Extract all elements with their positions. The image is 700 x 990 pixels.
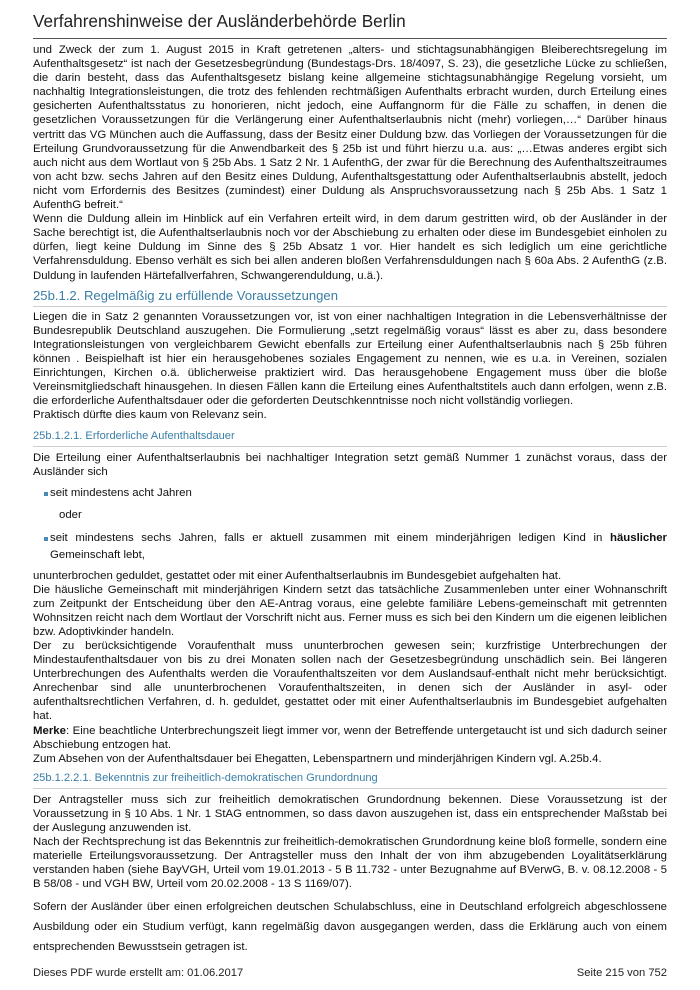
creation-date: Dieses PDF wurde erstellt am: 01.06.2017	[33, 967, 244, 979]
subsection-heading: 25b.1.2.1. Erforderliche Aufenthaltsdauer	[33, 430, 235, 443]
list-item-emphasis: häuslicher	[610, 531, 667, 544]
page-number: Seite 215 von 752	[576, 967, 667, 979]
note-paragraph	[33, 962, 667, 963]
paragraph: Sofern der Ausländer über einen erfolgreichen deutschen Schulabschluss, eine in Deutschland erfolgreich abgeschlossene Ausbildung oder ein Studium verfügt, kann regelmäßig davon ausgegangen werden, dass die Erklärung auch von einem entsprechenden Bewusstsein getragen ist.	[33, 900, 667, 953]
paragraph: Der zu berücksichtigende Voraufenthalt muss ununterbrochen gewesen sein; kurzfristige Unterbrechungen der Mindestaufenthaltsdauer von bis zu drei Monaten sollen nach der Gesetzesbegründung unschädlich sein. Bei längeren Unterbrechungen des Aufenthalts werden die Voraufenthaltszeiten vor dem Auslandsauf-enthalt nicht mehr berücksichtigt. Anrechenbar sind alle ununterbrochenen Voraufenthaltszeiten, in denen sich der Ausländer in asyl- oder aufenthaltsrechtlichen Verfahren, d. h. geduldet, gestattet oder mit einer Aufenthaltserlaubnis im Bundesgebiet aufgehalten hat.	[33, 640, 667, 723]
subsection-heading: 25b.1.2.2.1. Bekenntnis zur freiheitlich-demokratischen Grundordnung	[33, 771, 378, 784]
list-connector: oder	[59, 508, 82, 521]
subsection-divider	[33, 446, 667, 447]
document-body	[33, 43, 667, 963]
document-page	[33, 0, 667, 990]
note-text: : Eine beachtliche Unterbrechungszeit liegt immer vor, wenn der Betreffende untergetaucht ist und sich dadurch seiner Abschiebung entzogen hat.	[33, 724, 667, 751]
paragraph: Der Antragsteller muss sich zur freiheitlich demokratischen Grundordnung bekennen. Diese Voraussetzung ist der Voraussetzung in § 10 Abs. 1 Nr. 1 StAG entnommen, so dass davon auszugehen ist, dass ein entsprechender Maßstab bei der Auslegung anzuwenden ist.	[33, 793, 667, 835]
list-item-text: seit mindestens acht Jahren	[50, 486, 192, 499]
square-bullet-icon	[44, 537, 48, 541]
subsection-divider	[33, 788, 667, 789]
list-item	[33, 530, 667, 564]
paragraph: Praktisch dürfte dies kaum von Relevanz sein.	[33, 409, 267, 422]
paragraph: Die häusliche Gemeinschaft mit minderjährigen Kindern setzt das tatsächliche Zusammenleben unter einer Wohnanschrift zum Zeitpunkt der Entscheidung über den AE-Antrag voraus, eine gelebte familiäre Lebens-gemeinschaft mit getrennten Wohnsitzen reicht nach dem Wortlaut der Vorschrift nicht aus. Ferner muss es sich bei den Kindern um die eigenen leiblichen bzw. Adoptivkinder handeln.	[33, 583, 667, 638]
document-title: Verfahrenshinweise der Ausländerbehörde Berlin	[33, 11, 406, 31]
paragraph: Zum Absehen von der Aufenthaltsdauer bei Ehegatten, Lebenspartnern und minderjährigen Kindern vgl. A.25b.4.	[33, 752, 602, 765]
section-heading: 25b.1.2. Regelmäßig zu erfüllende Voraussetzungen	[33, 287, 338, 303]
list-item-text: Gemeinschaft lebt,	[50, 548, 145, 561]
header-divider	[33, 38, 667, 39]
paragraph: Die Erteilung einer Aufenthaltserlaubnis bei nachhaltiger Integration setzt gemäß Nummer 1 zunächst voraus, dass der Ausländer sich	[33, 452, 667, 479]
section-divider	[33, 306, 667, 307]
list-item-text: seit mindestens sechs Jahren, falls er aktuell zusammen mit einem minderjährigen ledigen Kind in	[50, 531, 611, 544]
document-header	[33, 11, 667, 39]
square-bullet-icon	[44, 492, 48, 496]
note-paragraph	[33, 724, 667, 752]
paragraph: ununterbrochen geduldet, gestattet oder mit einer Aufenthaltserlaubnis im Bundesgebiet aufgehalten hat.	[33, 569, 562, 582]
paragraph: Liegen die in Satz 2 genannten Voraussetzungen vor, ist von einer nachhaltigen Integration in die Lebensverhältnisse der Bundesrepublik Deutschland auszugehen. Die Formulierung „setzt regelmäßig voraus“ lässt es aber zu, dass besondere Integrationsleistungen von vergleichbarem Gewicht ebenfalls zur Erteilung einer Aufenthaltserlaubnis nach § 25b führen können . Beispielhaft ist hier ein herausgehobenes soziales Engagement zu nennen, wie es u.a. in Vereinen, sozialen Einrichtungen, Kirchen o.ä. üblicherweise praktiziert wird. Das herausgehobene Engagement muss über die bloße Vereinsmitgliedschaft hinausgehen. In diesen Fällen kann die Erteilung eines Aufenthaltstitels auch dann erfolgen, wenn z.B. die erforderliche Aufenthaltsdauer oder die geforderten Deutschkenntnisse noch nicht vollständig vorliegen.	[33, 310, 667, 408]
paragraph: Nach der Rechtsprechung ist das Bekenntnis zur freiheitlich-demokratischen Grundordnung keine bloß formelle, sondern eine materielle Erteilungsvoraussetzung. Der Antragsteller muss den Inhalt der von ihm abzugebenden Loyalitätserklärung verstanden haben (siehe BayVGH, Urteil vom 19.01.2013 - 5 B 11.732 - unter Bezugnahme auf BVerwG, B. v. 08.12.2008 - 5 B 58/08 - und VGH BW, Urteil vom 20.02.2008 - 13 S 1169/07).	[33, 836, 667, 891]
list-item	[33, 485, 667, 502]
note-label: Merke	[33, 724, 66, 737]
paragraph: und Zweck der zum 1. August 2015 in Kraft getretenen „alters- und stichtagsunabhängigen Bleiberechtsregelung im Aufenthaltsgesetz“ ist nach der Gesetzesbegründung (Bundestags-Drs. 18/4097, S. 23), die gesetzliche Lücke zu schließen, die darin besteht, dass das Aufenthaltsgesetz bislang keine allgemeine stichtagsunabhängige Regelung vorsieht, um nachhaltig Integrationsleistungen, die trotz des fehlenden rechtmäßigen Aufenthalts erbracht wurden, durch Erteilung eines gesicherten Aufenthaltsstatus zu honorieren, nicht jedoch, eine Auffangnorm für die Fälle zu schaffen, in denen die gesetzlichen Voraussetzungen für die Verlängerung einer Aufenthaltserlaubnis nicht (mehr) vorliegen,…“ Darüber hinaus vertritt das VG München auch die Auffassung, dass der Besitz einer Duldung bzw. das Vorliegen der Voraussetzungen für die Erteilung Grundvoraussetzung für die Anwendbarkeit des § 25b ist und führt hierzu u.a. aus: „…Etwas anderes ergibt sich auch nicht aus dem Wortlaut von § 25b Abs. 1 Satz 2 Nr. 1 AufenthG, der zwar für die Berechnung des Aufenthaltszeitraumes von acht bzw. sechs Jahren auf den Besitz eines Duldung, Aufenthaltsgestattung oder Aufenthaltserlaubnis abstellt, jedoch nicht vom Erfordernis des Besitzes (zumindest) einer Duldung als Anspruchsvoraussetzung nach § 25b Abs. 1 Satz 1 AufenthG befreit.“	[33, 44, 667, 212]
paragraph: Wenn die Duldung allein im Hinblick auf ein Verfahren erteilt wird, in dem darum gestritten wird, ob der Ausländer in der Sache berechtigt ist, die Aufenthaltserlaubnis noch vor der Abschiebung zu erhalten oder diese im Bundesgebiet einholen zu dürfen, liegt keine Duldung im Sinne des § 25b Absatz 1 vor. Hier handelt es sich lediglich um eine gerichtliche Verfahrensduldung. Ebenso verhält es sich bei allen anderen bloßen Verfahrensduldungen nach § 60a Abs. 2 AufenthG (z.B. Duldung in laufenden Härtefallverfahren, Schwangerenduldung, u.ä.).	[33, 213, 667, 282]
